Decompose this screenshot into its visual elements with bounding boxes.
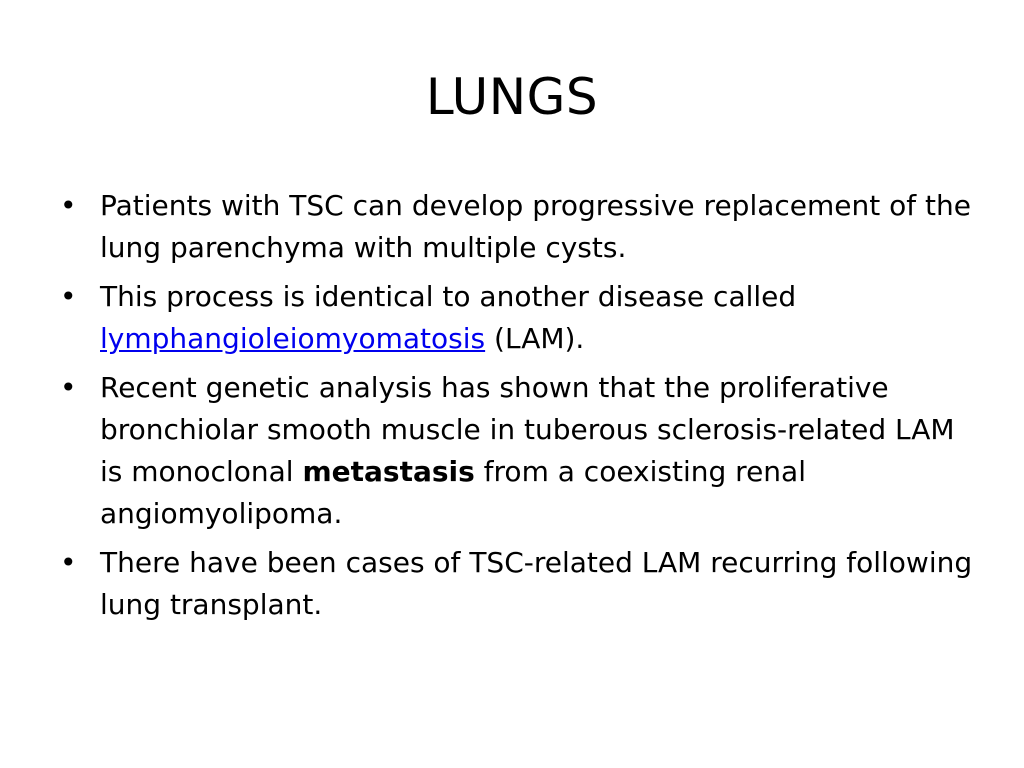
bullet-text: Patients with TSC can develop progressive replacement of the lung parenchyma with multiple cysts. xyxy=(100,189,971,264)
bold-term-metastasis: metastasis xyxy=(302,455,475,488)
slide-title: LUNGS xyxy=(425,68,599,126)
bullet-dot-icon: • xyxy=(60,371,77,404)
lymphangioleiomyomatosis-link[interactable]: lymphangioleiomyomatosis xyxy=(100,322,486,355)
bullet-text: There have been cases of TSC-related LAM recurring following lung transplant. xyxy=(100,546,973,621)
bullet-item-3 xyxy=(60,367,980,535)
bullet-text-suffix: from a coexisting renal angiomyolipoma. xyxy=(100,455,806,530)
bullet-text-prefix: This process is identical to another disease called xyxy=(100,280,797,313)
bullet-list xyxy=(60,185,980,633)
bullet-text-suffix: (LAM). xyxy=(485,322,585,355)
bullet-text-prefix: Recent genetic analysis has shown that the proliferative bronchiolar smooth muscle in tuberous sclerosis-related LAM is monoclonal xyxy=(100,371,955,488)
bullet-item-1 xyxy=(60,185,980,269)
bullet-dot-icon: • xyxy=(60,280,77,313)
bullet-dot-icon: • xyxy=(60,189,77,222)
bullet-item-2 xyxy=(60,276,980,360)
bullet-item-4 xyxy=(60,542,980,626)
bullet-dot-icon: • xyxy=(60,546,77,579)
